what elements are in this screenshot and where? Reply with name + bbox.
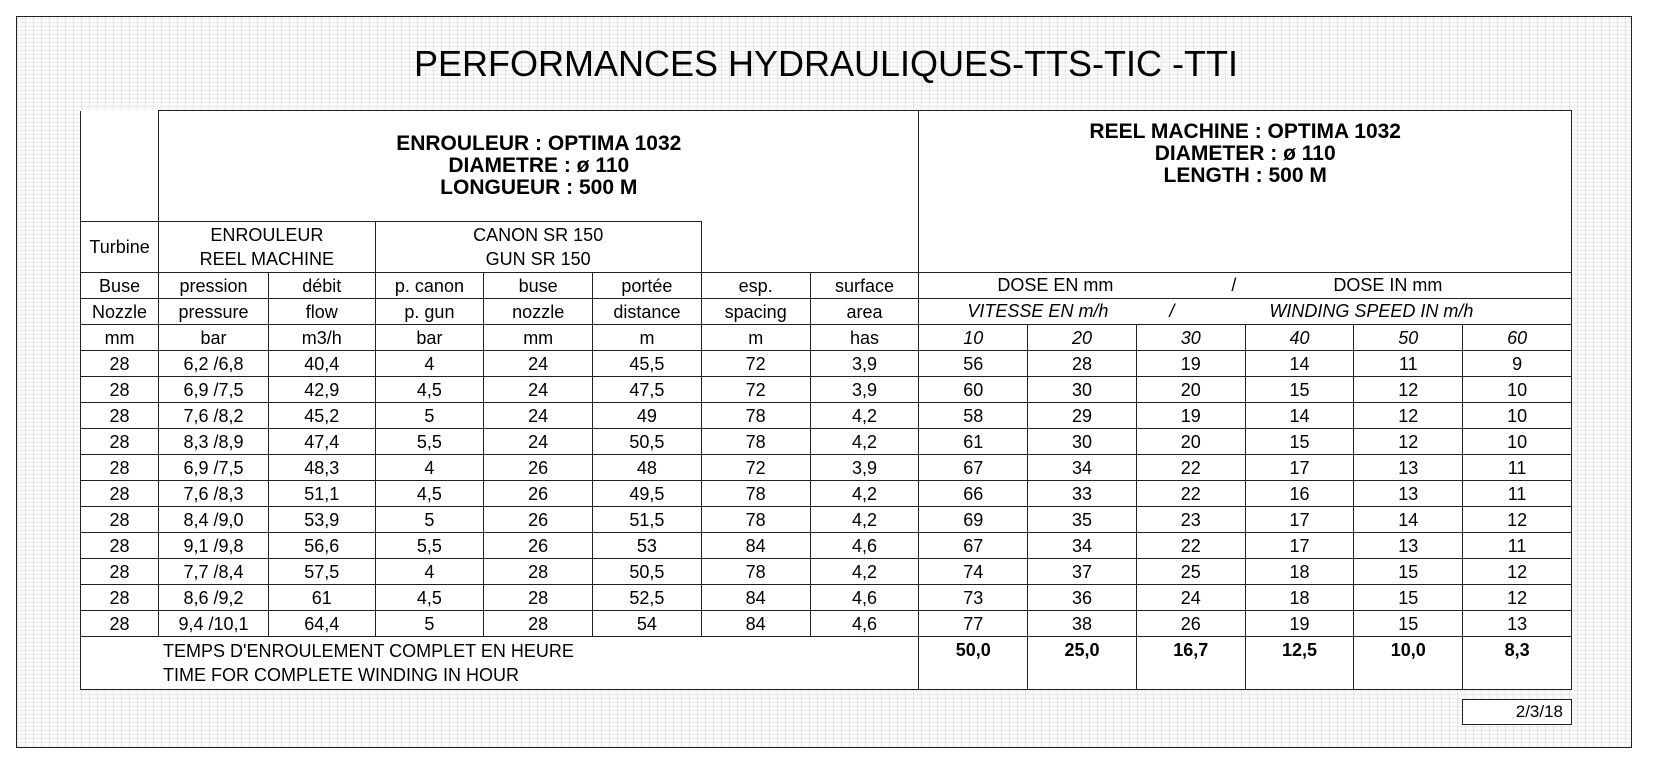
gun-label: GUN SR 150	[485, 249, 591, 269]
table-cell: 10	[1463, 403, 1572, 429]
column-header-en: p. gun	[375, 299, 484, 325]
table-cell: 38	[1028, 611, 1137, 637]
table-cell: 23	[1136, 507, 1245, 533]
dose-separator: /	[1231, 275, 1237, 295]
table-cell: 9,4 /10,1	[159, 611, 269, 637]
table-cell: 9,1 /9,8	[159, 533, 269, 559]
unit-cell: mm	[81, 325, 159, 351]
table-cell: 4,2	[810, 507, 919, 533]
table-cell: 56,6	[268, 533, 375, 559]
table-cell: 17	[1245, 507, 1354, 533]
table-cell: 13	[1354, 455, 1463, 481]
column-header-fr: surface	[810, 273, 919, 299]
table-cell: 69	[919, 507, 1028, 533]
speed-value-header: 60	[1463, 325, 1572, 351]
table-cell: 22	[1136, 455, 1245, 481]
table-row	[81, 429, 1572, 455]
table-cell: 15	[1245, 377, 1354, 403]
table-cell: 67	[919, 455, 1028, 481]
table-cell: 4,6	[810, 585, 919, 611]
column-header-fr: esp.	[701, 273, 810, 299]
table-cell: 35	[1028, 507, 1137, 533]
table-cell: 50,5	[593, 559, 702, 585]
table-cell: 28	[484, 585, 593, 611]
table-cell: 3,9	[810, 351, 919, 377]
table-cell: 12	[1463, 507, 1572, 533]
unit-cell: m	[593, 325, 702, 351]
table-cell: 24	[484, 403, 593, 429]
table-cell: 4,2	[810, 559, 919, 585]
table-cell: 3,9	[810, 455, 919, 481]
table-cell: 36	[1028, 585, 1137, 611]
table-cell: 26	[1136, 611, 1245, 637]
table-cell: 51,5	[593, 507, 702, 533]
table-cell: 64,4	[268, 611, 375, 637]
table-row	[81, 559, 1572, 585]
table-cell: 25	[1136, 559, 1245, 585]
table-cell: 73	[919, 585, 1028, 611]
winding-time-label	[81, 637, 919, 690]
date-box: 2/3/18	[1462, 699, 1572, 725]
header-fr-line: DIAMETRE : ø 110	[448, 154, 630, 177]
table-cell: 33	[1028, 481, 1137, 507]
header-fr	[159, 111, 919, 222]
table-cell: 15	[1354, 611, 1463, 637]
table-cell: 19	[1245, 611, 1354, 637]
table-cell: 26	[484, 481, 593, 507]
table-cell: 4,5	[375, 585, 484, 611]
table-cell: 20	[1136, 429, 1245, 455]
table-cell: 13	[1354, 533, 1463, 559]
dose-header	[919, 273, 1572, 299]
table-cell: 6,9 /7,5	[159, 455, 269, 481]
table-cell: 37	[1028, 559, 1137, 585]
column-header-fr: pression	[159, 273, 269, 299]
table-cell: 12	[1354, 403, 1463, 429]
table-cell: 13	[1354, 481, 1463, 507]
table-cell: 8,6 /9,2	[159, 585, 269, 611]
table-cell: 53	[593, 533, 702, 559]
winding-time-value: 12,5	[1245, 637, 1354, 690]
table-cell: 52,5	[593, 585, 702, 611]
table-cell: 8,4 /9,0	[159, 507, 269, 533]
header-en-line: LENGTH : 500 M	[1163, 164, 1327, 187]
table-cell: 28	[81, 455, 159, 481]
table-cell: 19	[1136, 403, 1245, 429]
page-title: PERFORMANCES HYDRAULIQUES-TTS-TIC -TTI	[413, 43, 1239, 84]
table-cell: 72	[701, 377, 810, 403]
table-cell: 5	[375, 611, 484, 637]
table-cell: 14	[1245, 351, 1354, 377]
table-cell: 24	[484, 377, 593, 403]
table-cell: 48,3	[268, 455, 375, 481]
table-cell: 45,5	[593, 351, 702, 377]
table-cell: 57,5	[268, 559, 375, 585]
table-cell: 14	[1245, 403, 1354, 429]
table-cell: 26	[484, 455, 593, 481]
table-cell: 11	[1463, 533, 1572, 559]
enrouleur-group-header	[159, 222, 375, 273]
table-row	[81, 507, 1572, 533]
table-cell: 24	[1136, 585, 1245, 611]
table-cell: 47,4	[268, 429, 375, 455]
table-cell: 13	[1463, 611, 1572, 637]
table-cell: 77	[919, 611, 1028, 637]
winding-time-value: 10,0	[1354, 637, 1463, 690]
column-header-en: distance	[593, 299, 702, 325]
unit-cell: bar	[375, 325, 484, 351]
winding-time-value: 16,7	[1136, 637, 1245, 690]
table-cell: 10	[1463, 429, 1572, 455]
table-cell: 14	[1354, 507, 1463, 533]
table-cell: 9	[1463, 351, 1572, 377]
table-cell: 4,5	[375, 377, 484, 403]
table-cell: 18	[1245, 559, 1354, 585]
table-cell: 6,9 /7,5	[159, 377, 269, 403]
table-cell: 5,5	[375, 429, 484, 455]
column-header-fr: Buse	[81, 273, 159, 299]
table-cell: 10	[1463, 377, 1572, 403]
table-cell: 22	[1136, 533, 1245, 559]
table-cell: 26	[484, 507, 593, 533]
table-cell: 12	[1463, 559, 1572, 585]
speed-value-header: 50	[1354, 325, 1463, 351]
column-header-en: nozzle	[484, 299, 593, 325]
table-cell: 12	[1354, 377, 1463, 403]
column-header-fr: portée	[593, 273, 702, 299]
table-cell: 4,2	[810, 403, 919, 429]
table-cell: 74	[919, 559, 1028, 585]
dose-fr: DOSE EN mm	[997, 275, 1114, 295]
table-cell: 8,3 /8,9	[159, 429, 269, 455]
table-cell: 49,5	[593, 481, 702, 507]
table-cell: 17	[1245, 455, 1354, 481]
table-cell: 61	[268, 585, 375, 611]
table-cell: 28	[81, 377, 159, 403]
table-cell: 7,6 /8,3	[159, 481, 269, 507]
column-header-en: spacing	[701, 299, 810, 325]
table-cell: 84	[701, 611, 810, 637]
header-fr-line: LONGUEUR : 500 M	[440, 176, 638, 199]
table-cell: 20	[1136, 377, 1245, 403]
table-cell: 51,1	[268, 481, 375, 507]
table-row	[81, 611, 1572, 637]
table-cell: 34	[1028, 455, 1137, 481]
table-cell: 48	[593, 455, 702, 481]
winding-time-label-en: TIME FOR COMPLETE WINDING IN HOUR	[163, 665, 520, 685]
table-cell: 78	[701, 481, 810, 507]
unit-cell: m	[701, 325, 810, 351]
table-cell: 54	[593, 611, 702, 637]
table-cell: 53,9	[268, 507, 375, 533]
table-cell: 4,6	[810, 611, 919, 637]
turbine-label: Turbine	[81, 222, 159, 273]
canon-group-header	[375, 222, 701, 273]
table-cell: 66	[919, 481, 1028, 507]
table-cell: 72	[701, 455, 810, 481]
table-cell: 19	[1136, 351, 1245, 377]
column-header-en: pressure	[159, 299, 269, 325]
table-cell: 28	[81, 481, 159, 507]
table-cell: 84	[701, 533, 810, 559]
unit-cell: has	[810, 325, 919, 351]
unit-cell: mm	[484, 325, 593, 351]
header-en	[919, 111, 1572, 273]
table-cell: 7,7 /8,4	[159, 559, 269, 585]
footer-row	[81, 637, 1572, 690]
table-cell: 3,9	[810, 377, 919, 403]
table-cell: 4,2	[810, 481, 919, 507]
winding-time-value: 25,0	[1028, 637, 1137, 690]
table-cell: 49	[593, 403, 702, 429]
speed-value-header: 10	[919, 325, 1028, 351]
table-cell: 40,4	[268, 351, 375, 377]
performance-table	[80, 110, 1572, 690]
table-row	[81, 403, 1572, 429]
table-cell: 84	[701, 585, 810, 611]
table-cell: 18	[1245, 585, 1354, 611]
table-cell: 4	[375, 559, 484, 585]
table-cell: 78	[701, 403, 810, 429]
column-header-fr: buse	[484, 273, 593, 299]
table-cell: 4,2	[810, 429, 919, 455]
table-cell: 28	[81, 351, 159, 377]
column-header-fr: p. canon	[375, 273, 484, 299]
winding-time-value: 50,0	[919, 637, 1028, 690]
table-cell: 28	[81, 403, 159, 429]
table-cell: 24	[484, 351, 593, 377]
table-cell: 67	[919, 533, 1028, 559]
table-cell: 5	[375, 403, 484, 429]
table-cell: 4	[375, 351, 484, 377]
table-cell: 78	[701, 429, 810, 455]
header-en-line: DIAMETER : ø 110	[1154, 142, 1336, 165]
table-cell: 56	[919, 351, 1028, 377]
table-cell: 47,5	[593, 377, 702, 403]
table-cell: 78	[701, 507, 810, 533]
table-cell: 28	[81, 611, 159, 637]
column-header-en: Nozzle	[81, 299, 159, 325]
winding-time-value: 8,3	[1463, 637, 1572, 690]
column-header-en: flow	[268, 299, 375, 325]
table-cell: 11	[1354, 351, 1463, 377]
table-row	[81, 351, 1572, 377]
table-cell: 34	[1028, 533, 1137, 559]
table-row	[81, 377, 1572, 403]
table-cell: 15	[1354, 585, 1463, 611]
table-cell: 28	[484, 559, 593, 585]
table-cell: 28	[81, 533, 159, 559]
corner-cell	[81, 111, 159, 222]
table-row	[81, 455, 1572, 481]
table-cell: 12	[1463, 585, 1572, 611]
column-header-fr: débit	[268, 273, 375, 299]
speed-fr: VITESSE EN m/h	[967, 301, 1109, 321]
dose-en: DOSE IN mm	[1333, 275, 1443, 295]
enrouleur-label: ENROULEUR	[210, 225, 324, 245]
table-cell: 29	[1028, 403, 1137, 429]
header-fr-line: ENROULEUR : OPTIMA 1032	[396, 132, 682, 155]
table-row	[81, 533, 1572, 559]
table-cell: 5,5	[375, 533, 484, 559]
table-cell: 61	[919, 429, 1028, 455]
table-cell: 22	[1136, 481, 1245, 507]
winding-time-label-fr: TEMPS D'ENROULEMENT COMPLET EN HEURE	[163, 641, 574, 661]
table-cell: 17	[1245, 533, 1354, 559]
table-row	[81, 481, 1572, 507]
table-cell: 60	[919, 377, 1028, 403]
table-cell: 4	[375, 455, 484, 481]
speed-value-header: 20	[1028, 325, 1137, 351]
speed-en: WINDING SPEED IN m/h	[1269, 301, 1474, 321]
table-cell: 28	[81, 585, 159, 611]
table-cell: 28	[81, 429, 159, 455]
table-cell: 28	[81, 559, 159, 585]
table-cell: 78	[701, 559, 810, 585]
table-cell: 16	[1245, 481, 1354, 507]
table-cell: 4,6	[810, 533, 919, 559]
unit-cell: bar	[159, 325, 269, 351]
canon-label: CANON SR 150	[473, 225, 604, 245]
column-header-en: area	[810, 299, 919, 325]
table-cell: 12	[1354, 429, 1463, 455]
speed-value-header: 30	[1136, 325, 1245, 351]
table-cell: 6,2 /6,8	[159, 351, 269, 377]
table-cell: 7,6 /8,2	[159, 403, 269, 429]
table-cell: 42,9	[268, 377, 375, 403]
speed-value-header: 40	[1245, 325, 1354, 351]
table-row	[81, 585, 1572, 611]
table-cell: 26	[484, 533, 593, 559]
table-cell: 15	[1354, 559, 1463, 585]
dose-header-wrap	[919, 273, 1571, 298]
table-cell: 28	[81, 507, 159, 533]
speed-header	[919, 299, 1572, 325]
table-cell: 28	[484, 611, 593, 637]
table-cell: 28	[1028, 351, 1137, 377]
table-cell: 11	[1463, 481, 1572, 507]
table-cell: 45,2	[268, 403, 375, 429]
table-cell: 58	[919, 403, 1028, 429]
table-cell: 50,5	[593, 429, 702, 455]
table-cell: 24	[484, 429, 593, 455]
header-en-line: REEL MACHINE : OPTIMA 1032	[1089, 120, 1401, 143]
table-cell: 5	[375, 507, 484, 533]
table-cell: 30	[1028, 377, 1137, 403]
speed-separator: /	[1169, 301, 1175, 321]
table-cell: 15	[1245, 429, 1354, 455]
table-cell: 72	[701, 351, 810, 377]
table-cell: 4,5	[375, 481, 484, 507]
blank-sub-cell	[701, 222, 919, 273]
unit-cell: m3/h	[268, 325, 375, 351]
reel-machine-label: REEL MACHINE	[199, 249, 335, 269]
speed-header-wrap	[919, 299, 1571, 324]
table-cell: 11	[1463, 455, 1572, 481]
table-cell: 30	[1028, 429, 1137, 455]
